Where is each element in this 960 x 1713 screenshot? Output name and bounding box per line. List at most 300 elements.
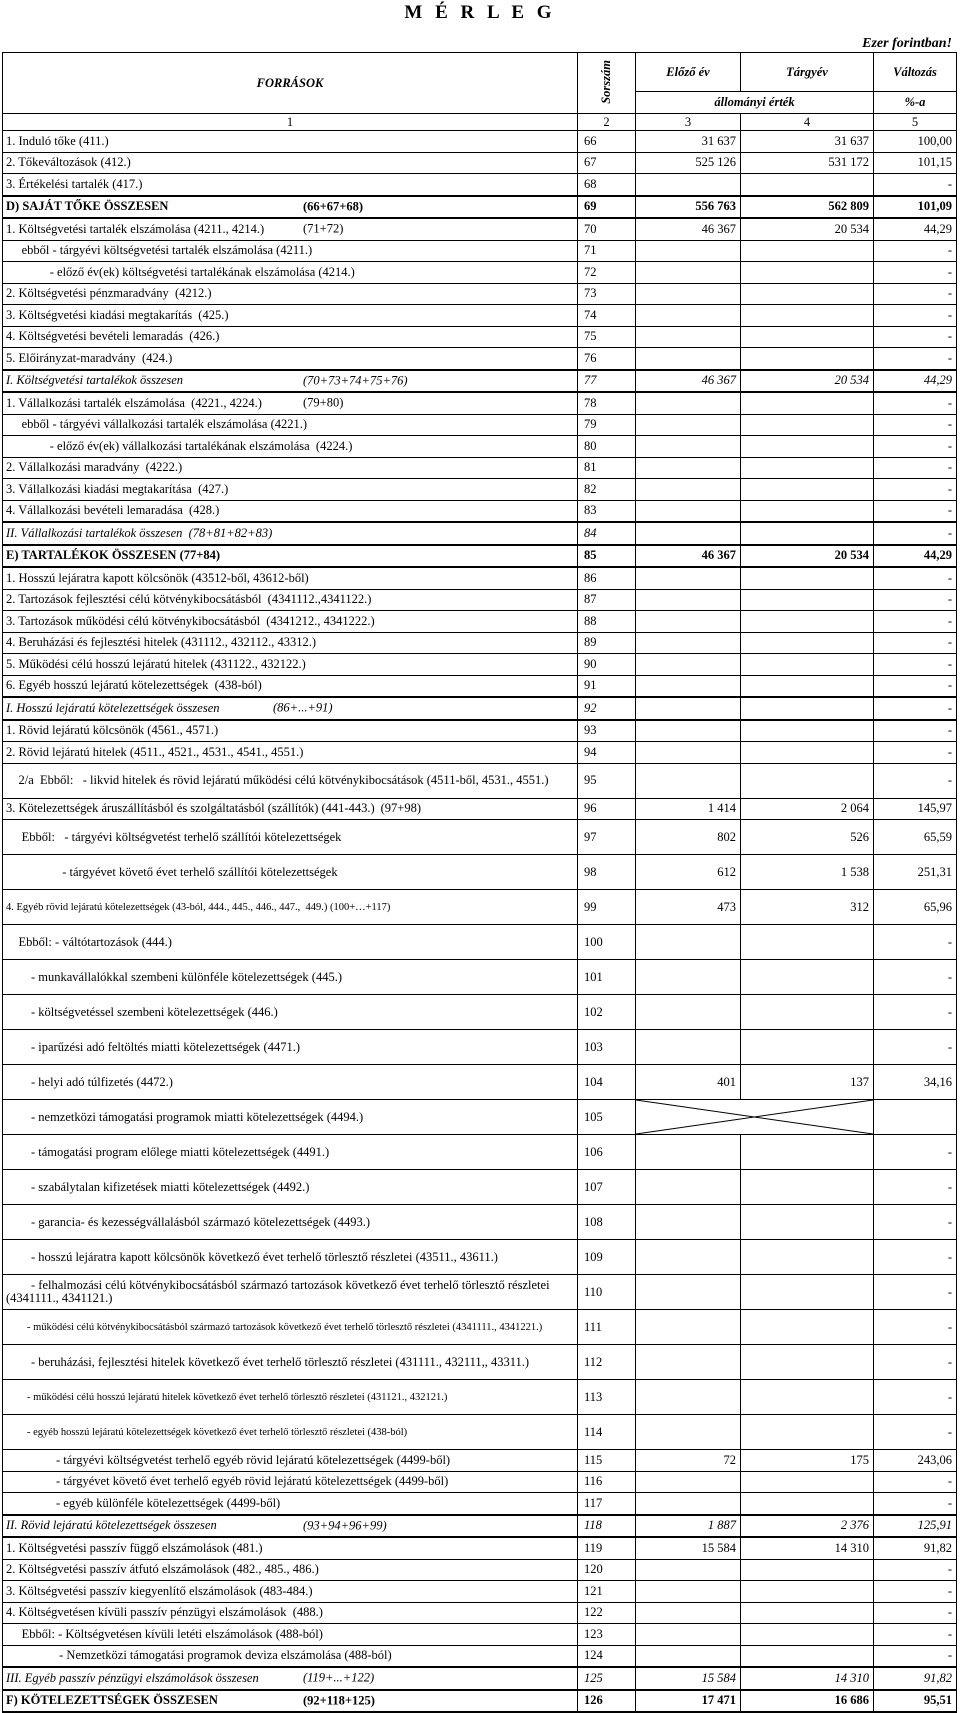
table-row (3, 1645, 957, 1667)
row-curr-year (741, 1310, 874, 1345)
row-label: - tárgyévet követő évet terhelő szállítói kötelezettségek (3, 855, 578, 890)
table-row (3, 262, 957, 284)
table-row (3, 742, 957, 764)
table-row (3, 1205, 957, 1240)
row-serial: 67 (578, 152, 636, 174)
row-change: - (874, 283, 957, 305)
row-change: - (874, 457, 957, 479)
row-prev-year (636, 763, 741, 798)
column-number-row: 1 2 3 4 5 (3, 114, 957, 131)
table-row (3, 567, 957, 589)
row-prev-year: 46 367 (636, 370, 741, 393)
row-prev-year (636, 720, 741, 742)
row-label: F) KÖTELEZETTSÉGEK ÖSSZESEN (92+118+125) (3, 1690, 578, 1713)
row-change: - (874, 1415, 957, 1450)
row-serial: 124 (578, 1645, 636, 1667)
row-prev-year (636, 1624, 741, 1646)
row-serial: 100 (578, 925, 636, 960)
row-label: 1. Költségvetési tartalék elszámolása (4211., 4214.) (71+72) (3, 218, 578, 240)
crossed-out-cell (636, 1100, 874, 1135)
row-prev-year (636, 240, 741, 262)
row-serial: 111 (578, 1310, 636, 1345)
row-change: - (874, 240, 957, 262)
row-curr-year (741, 1170, 874, 1205)
row-prev-year (636, 697, 741, 720)
row-change: - (874, 1471, 957, 1493)
table-row (3, 545, 957, 568)
row-curr-year (741, 1471, 874, 1493)
row-label: - Nemzetközi támogatási programok deviza elszámolása (488-ból) (3, 1645, 578, 1667)
row-curr-year (741, 960, 874, 995)
row-prev-year (636, 589, 741, 611)
row-curr-year (741, 1581, 874, 1603)
row-change: - (874, 1493, 957, 1515)
row-curr-year (741, 1135, 874, 1170)
row-change: 44,29 (874, 218, 957, 240)
page-title: M É R L E G (404, 2, 556, 23)
row-change: 44,29 (874, 370, 957, 393)
table-row (3, 1030, 957, 1065)
row-change: - (874, 611, 957, 633)
row-formula: (71+72) (303, 221, 344, 236)
row-change: - (874, 1624, 957, 1646)
row-label: II. Vállalkozási tartalékok összesen (78+81+82+83) (3, 522, 578, 545)
row-serial: 107 (578, 1170, 636, 1205)
row-change: - (874, 174, 957, 196)
row-label: - munkavállalókkal szembeni különféle kötelezettségek (445.) (3, 960, 578, 995)
row-curr-year (741, 348, 874, 370)
table-row (3, 1515, 957, 1538)
row-label: I. Költségvetési tartalékok összesen (70+73+74+75+76) (3, 370, 578, 393)
row-prev-year (636, 1030, 741, 1065)
row-curr-year (741, 697, 874, 720)
table-row (3, 1602, 957, 1624)
table-row (3, 890, 957, 925)
row-serial: 103 (578, 1030, 636, 1065)
row-curr-year (741, 1493, 874, 1515)
row-change: 145,97 (874, 798, 957, 820)
row-curr-year (741, 1240, 874, 1275)
row-curr-year (741, 326, 874, 348)
row-change: - (874, 1205, 957, 1240)
row-curr-year (741, 567, 874, 589)
table-row (3, 1624, 957, 1646)
row-curr-year (741, 262, 874, 284)
row-formula: (92+118+125) (303, 1693, 375, 1708)
row-serial: 110 (578, 1275, 636, 1310)
row-label: 3. Értékelési tartalék (417.) (3, 174, 578, 196)
table-row (3, 1380, 957, 1415)
row-change: 95,51 (874, 1690, 957, 1713)
row-change: - (874, 720, 957, 742)
table-row (3, 1170, 957, 1205)
table-row (3, 370, 957, 393)
row-curr-year (741, 925, 874, 960)
row-serial: 102 (578, 995, 636, 1030)
table-row (3, 414, 957, 436)
row-prev-year (636, 611, 741, 633)
currency-note: Ezer forintban! (862, 36, 952, 51)
row-change: - (874, 1645, 957, 1667)
row-serial: 118 (578, 1515, 636, 1538)
row-prev-year: 525 126 (636, 152, 741, 174)
table-row (3, 500, 957, 522)
table-row (3, 1450, 957, 1472)
row-change: 101,15 (874, 152, 957, 174)
row-curr-year (741, 589, 874, 611)
row-curr-year: 16 686 (741, 1690, 874, 1713)
row-serial: 119 (578, 1537, 636, 1559)
row-serial: 75 (578, 326, 636, 348)
row-serial: 90 (578, 654, 636, 676)
row-formula: (70+73+74+75+76) (303, 373, 408, 388)
table-row (3, 283, 957, 305)
row-prev-year (636, 283, 741, 305)
row-change: 34,16 (874, 1065, 957, 1100)
row-change (874, 1100, 957, 1135)
row-label: 2. Rövid lejáratú hitelek (4511., 4521., 4531., 4541., 4551.) (3, 742, 578, 764)
row-serial: 106 (578, 1135, 636, 1170)
table-row (3, 1275, 957, 1310)
row-prev-year (636, 742, 741, 764)
row-serial: 91 (578, 675, 636, 697)
row-prev-year (636, 925, 741, 960)
row-curr-year (741, 457, 874, 479)
row-prev-year (636, 522, 741, 545)
row-change: - (874, 392, 957, 414)
row-prev-year (636, 1170, 741, 1205)
row-curr-year (741, 522, 874, 545)
row-label: - támogatási program előlege miatti kötelezettségek (4491.) (3, 1135, 578, 1170)
row-prev-year (636, 1275, 741, 1310)
table-row (3, 326, 957, 348)
row-serial: 74 (578, 305, 636, 327)
row-label: - tárgyévi költségvetést terhelő egyéb rövid lejáratú kötelezettségek (4499-ből) (3, 1450, 578, 1472)
row-prev-year: 72 (636, 1450, 741, 1472)
row-serial: 105 (578, 1100, 636, 1135)
row-label: - szabálytalan kifizetések miatti kötelezettségek (4492.) (3, 1170, 578, 1205)
table-row (3, 1135, 957, 1170)
row-prev-year: 15 584 (636, 1667, 741, 1690)
row-serial: 79 (578, 414, 636, 436)
row-prev-year: 802 (636, 820, 741, 855)
table-row (3, 763, 957, 798)
table-row (3, 1581, 957, 1603)
row-label: 2. Vállalkozási maradvány (4222.) (3, 457, 578, 479)
row-change: - (874, 1602, 957, 1624)
row-prev-year: 31 637 (636, 131, 741, 153)
row-change: - (874, 305, 957, 327)
row-curr-year (741, 174, 874, 196)
row-curr-year (741, 1559, 874, 1581)
header-percent: %-a (874, 92, 957, 114)
row-label: 3. Költségvetési passzív kiegyenlítő elszámolások (483-484.) (3, 1581, 578, 1603)
header-curr-year: Tárgyév (741, 53, 874, 92)
row-curr-year (741, 1030, 874, 1065)
table-row (3, 675, 957, 697)
table-row (3, 697, 957, 720)
row-serial: 108 (578, 1205, 636, 1240)
row-serial: 73 (578, 283, 636, 305)
row-curr-year: 31 637 (741, 131, 874, 153)
row-label: III. Egyéb passzív pénzügyi elszámolások összesen (119+...+122) (3, 1667, 578, 1690)
row-label: 4. Beruházási és fejlesztési hitelek (431112., 432112., 43312.) (3, 632, 578, 654)
row-curr-year (741, 414, 874, 436)
table-row (3, 522, 957, 545)
balance-sheet-table (2, 52, 957, 1713)
table-row (3, 1493, 957, 1515)
row-label: E) TARTALÉKOK ÖSSZESEN (77+84) (3, 545, 578, 568)
row-label: - helyi adó túlfizetés (4472.) (3, 1065, 578, 1100)
row-serial: 95 (578, 763, 636, 798)
row-label: - felhalmozási célú kötvénykibocsátásból származó tartozások következő évet terhelő törlesztő részletei (4341111., 4341121.) (3, 1275, 578, 1310)
row-label: 2. Költségvetési passzív átfutó elszámolások (482., 485., 486.) (3, 1559, 578, 1581)
row-serial: 92 (578, 697, 636, 720)
row-label: 6. Egyéb hosszú lejáratú kötelezettségek (438-ból) (3, 675, 578, 697)
row-label: 3. Kötelezettségek áruszállításból és szolgáltatásból (szállítók) (441-443.) (97+98) (3, 798, 578, 820)
header-change: Változás (874, 53, 957, 92)
row-formula: (119+...+122) (303, 1670, 375, 1685)
row-serial: 69 (578, 196, 636, 219)
row-serial: 121 (578, 1581, 636, 1603)
row-label: - előző év(ek) költségvetési tartalékának elszámolása (4214.) (3, 262, 578, 284)
table-row (3, 436, 957, 458)
row-curr-year (741, 763, 874, 798)
row-change: 91,82 (874, 1537, 957, 1559)
row-serial: 78 (578, 392, 636, 414)
row-serial: 76 (578, 348, 636, 370)
row-label: - iparűzési adó feltöltés miatti kötelezettségek (4471.) (3, 1030, 578, 1065)
row-serial: 117 (578, 1493, 636, 1515)
row-change: - (874, 567, 957, 589)
row-formula: (79+80) (303, 395, 344, 410)
row-serial: 115 (578, 1450, 636, 1472)
row-serial: 71 (578, 240, 636, 262)
row-serial: 126 (578, 1690, 636, 1713)
row-curr-year (741, 1415, 874, 1450)
row-label: 2. Tartozások fejlesztési célú kötvénykibocsátásból (4341112.,4341122.) (3, 589, 578, 611)
row-serial: 89 (578, 632, 636, 654)
row-serial: 96 (578, 798, 636, 820)
row-curr-year: 14 310 (741, 1537, 874, 1559)
row-curr-year: 562 809 (741, 196, 874, 219)
table-row (3, 392, 957, 414)
table-row (3, 457, 957, 479)
row-curr-year (741, 240, 874, 262)
row-label: Ebből: - Költségvetésen kívüli letéti elszámolások (488-ból) (3, 1624, 578, 1646)
row-label: I. Hosszú lejáratú kötelezettségek összesen (86+...+91) (3, 697, 578, 720)
row-serial: 88 (578, 611, 636, 633)
row-label: - működési célú hosszú lejáratú hitelek következő évet terhelő törlesztő részletei (431121., 432121.) (3, 1380, 578, 1415)
row-prev-year (636, 326, 741, 348)
row-label: - hosszú lejáratra kapott kölcsönök következő évet terhelő törlesztő részletei (43511., 43611.) (3, 1240, 578, 1275)
row-label: - nemzetközi támogatási programok miatti kötelezettségek (4494.) (3, 1100, 578, 1135)
row-serial: 93 (578, 720, 636, 742)
table-row (3, 925, 957, 960)
row-label: Ebből: - váltótartozások (444.) (3, 925, 578, 960)
row-curr-year: 312 (741, 890, 874, 925)
row-change: 100,00 (874, 131, 957, 153)
row-prev-year (636, 1581, 741, 1603)
row-serial: 77 (578, 370, 636, 393)
row-prev-year: 46 367 (636, 545, 741, 568)
row-curr-year: 175 (741, 1450, 874, 1472)
table-row (3, 305, 957, 327)
row-prev-year (636, 995, 741, 1030)
row-serial: 68 (578, 174, 636, 196)
row-change: - (874, 522, 957, 545)
table-row (3, 798, 957, 820)
row-formula: (93+94+96+99) (303, 1518, 387, 1533)
row-label: 3. Tartozások működési célú kötvénykibocsátásból (4341212., 4341222.) (3, 611, 578, 633)
row-prev-year (636, 1310, 741, 1345)
row-prev-year: 17 471 (636, 1690, 741, 1713)
table-row (3, 720, 957, 742)
row-serial: 98 (578, 855, 636, 890)
row-formula: (97+98) (380, 801, 422, 816)
row-label: - egyéb hosszú lejáratú kötelezettségek következő évet terhelő törlesztő részletei (438-ból) (3, 1415, 578, 1450)
row-curr-year (741, 720, 874, 742)
row-label: II. Rövid lejáratú kötelezettségek összesen (93+94+96+99) (3, 1515, 578, 1538)
row-change: - (874, 925, 957, 960)
header-sources: FORRÁSOK (3, 53, 578, 114)
row-label: - előző év(ek) vállalkozási tartalékának elszámolása (4224.) (3, 436, 578, 458)
row-serial: 66 (578, 131, 636, 153)
row-serial: 101 (578, 960, 636, 995)
row-prev-year (636, 1493, 741, 1515)
header-prev-year: Előző év (636, 53, 741, 92)
table-row (3, 1415, 957, 1450)
row-serial: 112 (578, 1345, 636, 1380)
row-curr-year: 1 538 (741, 855, 874, 890)
row-change: - (874, 675, 957, 697)
row-prev-year (636, 1602, 741, 1624)
table-row (3, 348, 957, 370)
table-row (3, 1065, 957, 1100)
row-change: - (874, 1310, 957, 1345)
row-prev-year (636, 1135, 741, 1170)
row-curr-year (741, 611, 874, 633)
row-serial: 99 (578, 890, 636, 925)
row-change: 251,31 (874, 855, 957, 890)
row-prev-year (636, 1345, 741, 1380)
row-prev-year (636, 1559, 741, 1581)
row-serial: 84 (578, 522, 636, 545)
table-row (3, 995, 957, 1030)
row-curr-year (741, 1275, 874, 1310)
row-label: - garancia- és kezességvállalásból származó kötelezettségek (4493.) (3, 1205, 578, 1240)
row-change: - (874, 1345, 957, 1380)
row-change: 243,06 (874, 1450, 957, 1472)
row-prev-year (636, 1645, 741, 1667)
row-change: - (874, 960, 957, 995)
row-prev-year (636, 1471, 741, 1493)
table-row (3, 479, 957, 501)
row-prev-year (636, 632, 741, 654)
row-prev-year (636, 654, 741, 676)
table-row (3, 1240, 957, 1275)
row-change: - (874, 763, 957, 798)
row-serial: 122 (578, 1602, 636, 1624)
row-label: Ebből: - tárgyévi költségvetést terhelő szállítói kötelezettségek (3, 820, 578, 855)
row-curr-year: 20 534 (741, 218, 874, 240)
row-curr-year: 137 (741, 1065, 874, 1100)
row-prev-year: 15 584 (636, 1537, 741, 1559)
table-row (3, 174, 957, 196)
row-prev-year (636, 960, 741, 995)
row-change: - (874, 632, 957, 654)
row-curr-year (741, 392, 874, 414)
row-label: - beruházási, fejlesztési hitelek következő évet terhelő törlesztő részletei (431111., 432111,, 43311.) (3, 1345, 578, 1380)
row-curr-year: 2 376 (741, 1515, 874, 1538)
table-row (3, 218, 957, 240)
row-label: ebből - tárgyévi költségvetési tartalék elszámolása (4211.) (3, 240, 578, 262)
row-curr-year (741, 283, 874, 305)
table-row (3, 196, 957, 219)
row-prev-year (636, 1205, 741, 1240)
row-change: - (874, 1170, 957, 1205)
row-change: - (874, 500, 957, 522)
row-serial: 123 (578, 1624, 636, 1646)
row-label: 1. Vállalkozási tartalék elszámolása (4221., 4224.) (79+80) (3, 392, 578, 414)
row-serial: 83 (578, 500, 636, 522)
row-label: - működési célú kötvénykibocsátásból származó tartozások következő évet terhelő törlesztő részletei (4341111., 4341221.) (3, 1310, 578, 1345)
row-serial: 94 (578, 742, 636, 764)
table-row (3, 654, 957, 676)
row-label: 2/a Ebből: - likvid hitelek és rövid lejáratú működési célú kötvénykibocsátások (4511-ből, 4531., 4551.) (3, 763, 578, 798)
row-change: - (874, 326, 957, 348)
row-label: 4. Költségvetésen kívüli passzív pénzügyi elszámolások (488.) (3, 1602, 578, 1624)
row-prev-year: 401 (636, 1065, 741, 1100)
row-curr-year (741, 1205, 874, 1240)
row-curr-year (741, 305, 874, 327)
row-prev-year (636, 675, 741, 697)
row-label: 4. Egyéb rövid lejáratú kötelezettségek (43-ból, 444., 445., 446., 447., 449.) (100+…+117) (3, 890, 578, 925)
table-row (3, 1667, 957, 1690)
row-curr-year: 526 (741, 820, 874, 855)
row-label: 3. Vállalkozási kiadási megtakarítása (427.) (3, 479, 578, 501)
table-row (3, 1559, 957, 1581)
row-prev-year (636, 392, 741, 414)
row-change: - (874, 1275, 957, 1310)
row-change: - (874, 654, 957, 676)
row-serial: 114 (578, 1415, 636, 1450)
row-change: 65,59 (874, 820, 957, 855)
table-row (3, 632, 957, 654)
row-label: 2. Tőkeváltozások (412.) (3, 152, 578, 174)
row-label: 1. Költségvetési passzív függő elszámolások (481.) (3, 1537, 578, 1559)
row-label: 1. Rövid lejáratú kölcsönök (4561., 4571.) (3, 720, 578, 742)
table-row (3, 611, 957, 633)
row-change: - (874, 1380, 957, 1415)
row-change: 44,29 (874, 545, 957, 568)
row-change: - (874, 262, 957, 284)
row-label: 4. Költségvetési bevételi lemaradás (426.) (3, 326, 578, 348)
table-row (3, 1537, 957, 1559)
row-curr-year (741, 632, 874, 654)
row-prev-year (636, 262, 741, 284)
row-curr-year (741, 1602, 874, 1624)
row-prev-year: 556 763 (636, 196, 741, 219)
row-label: 5. Működési célú hosszú lejáratú hitelek (431122., 432122.) (3, 654, 578, 676)
row-change: - (874, 436, 957, 458)
row-change: - (874, 348, 957, 370)
row-change: - (874, 479, 957, 501)
row-curr-year (741, 1624, 874, 1646)
table-row (3, 1690, 957, 1713)
row-change: - (874, 589, 957, 611)
row-change: 65,96 (874, 890, 957, 925)
